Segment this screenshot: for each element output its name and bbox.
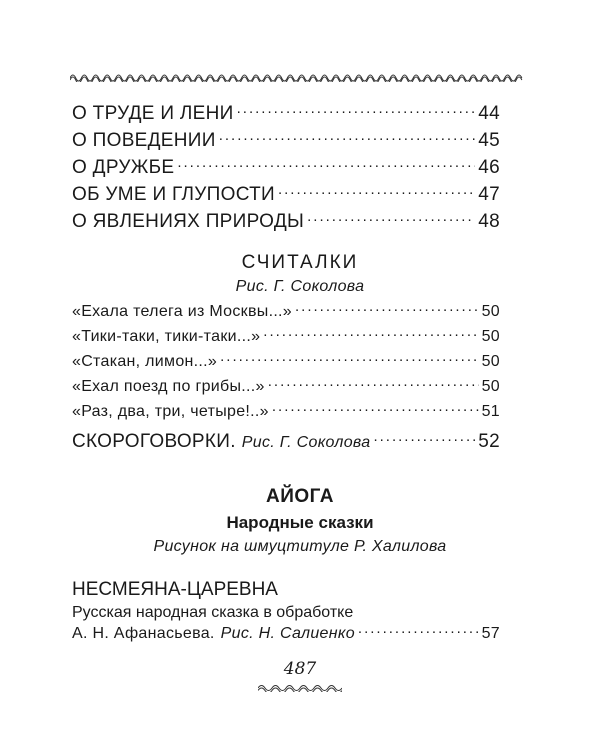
toc-entry-label: О ТРУДЕ И ЛЕНИ xyxy=(72,103,234,124)
toc-entry-label: «Стакан, лимон...» xyxy=(72,353,218,370)
toc-entry-page: 50 xyxy=(481,378,500,395)
toc-entry-label: О ЯВЛЕНИЯХ ПРИРОДЫ xyxy=(72,211,305,232)
toc-entry-page: 46 xyxy=(478,157,500,178)
toc-entry[interactable] xyxy=(72,428,500,455)
toc-entry-page: 52 xyxy=(478,431,500,452)
part-title: АЙОГА xyxy=(266,486,334,507)
tongue-twisters-illustrator: Рис. Г. Соколова xyxy=(241,434,371,451)
story-illustrator: Рис. Н. Салиенко xyxy=(220,625,355,642)
toc-entry-label xyxy=(72,623,355,645)
section-illustrator: Рис. Г. Соколова xyxy=(235,278,365,295)
toc-entry-page: 50 xyxy=(481,353,500,370)
story-author: А. Н. Афанасьева. xyxy=(72,625,215,642)
dot-leader xyxy=(295,300,479,316)
dot-leader xyxy=(358,622,479,638)
dot-leader xyxy=(272,400,479,416)
tongue-twisters-label: СКОРОГОВОРКИ. xyxy=(72,431,236,452)
toc-entry[interactable] xyxy=(72,300,500,323)
toc-entry-page: 44 xyxy=(478,103,500,124)
toc-entry-label: «Ехал поезд по грибы...» xyxy=(72,378,265,395)
toc-entry[interactable] xyxy=(72,375,500,398)
toc-entry-label: ОБ УМЕ И ГЛУПОСТИ xyxy=(72,184,275,205)
toc-entry-label: «Ехала телега из Москвы...» xyxy=(72,303,293,320)
bottom-wave-ornament xyxy=(258,682,342,692)
dot-leader xyxy=(237,100,476,119)
toc-entry-page: 50 xyxy=(481,303,500,320)
toc-entry[interactable] xyxy=(72,325,500,348)
dot-leader xyxy=(307,208,475,227)
toc-entry-page: 50 xyxy=(481,328,500,345)
dot-leader xyxy=(278,181,475,200)
section-title: СЧИТАЛКИ xyxy=(241,252,359,273)
toc-entry-page: 45 xyxy=(478,130,500,151)
part-credit: Рисунок на шмуцтитуле Р. Халилова xyxy=(153,538,447,555)
toc-entry[interactable] xyxy=(72,100,500,126)
dot-leader xyxy=(373,428,475,447)
story-description: Русская народная сказка в обработке xyxy=(72,604,354,621)
toc-entry[interactable] xyxy=(72,208,500,234)
toc-entry-label xyxy=(72,430,370,455)
toc-entry[interactable] xyxy=(72,622,500,645)
toc-entry-label: «Раз, два, три, четыре!..» xyxy=(72,403,269,420)
toc-entry[interactable] xyxy=(72,181,500,207)
top-wave-ornament xyxy=(70,68,528,82)
dot-leader xyxy=(219,127,476,146)
toc-entry-page: 57 xyxy=(481,625,500,642)
toc-entry-label: О ДРУЖБЕ xyxy=(72,157,175,178)
toc-entry[interactable] xyxy=(72,154,500,180)
toc-entry[interactable] xyxy=(72,350,500,373)
dot-leader xyxy=(263,325,478,341)
toc-entry-page: 48 xyxy=(478,211,500,232)
toc-entry-page: 51 xyxy=(481,403,500,420)
part-subtitle: Народные сказки xyxy=(226,513,374,532)
dot-leader xyxy=(268,375,479,391)
toc-entry-page: 47 xyxy=(478,184,500,205)
dot-leader xyxy=(177,154,475,173)
toc-entry-label: «Тики-таки, тики-таки...» xyxy=(72,328,261,345)
page-number: 487 xyxy=(283,659,317,679)
toc-entry[interactable] xyxy=(72,400,500,423)
toc-entry[interactable] xyxy=(72,127,500,153)
story-title[interactable]: НЕСМЕЯНА-ЦАРЕВНА xyxy=(72,579,278,600)
dot-leader xyxy=(220,350,478,366)
toc-entry-label: О ПОВЕДЕНИИ xyxy=(72,130,216,151)
